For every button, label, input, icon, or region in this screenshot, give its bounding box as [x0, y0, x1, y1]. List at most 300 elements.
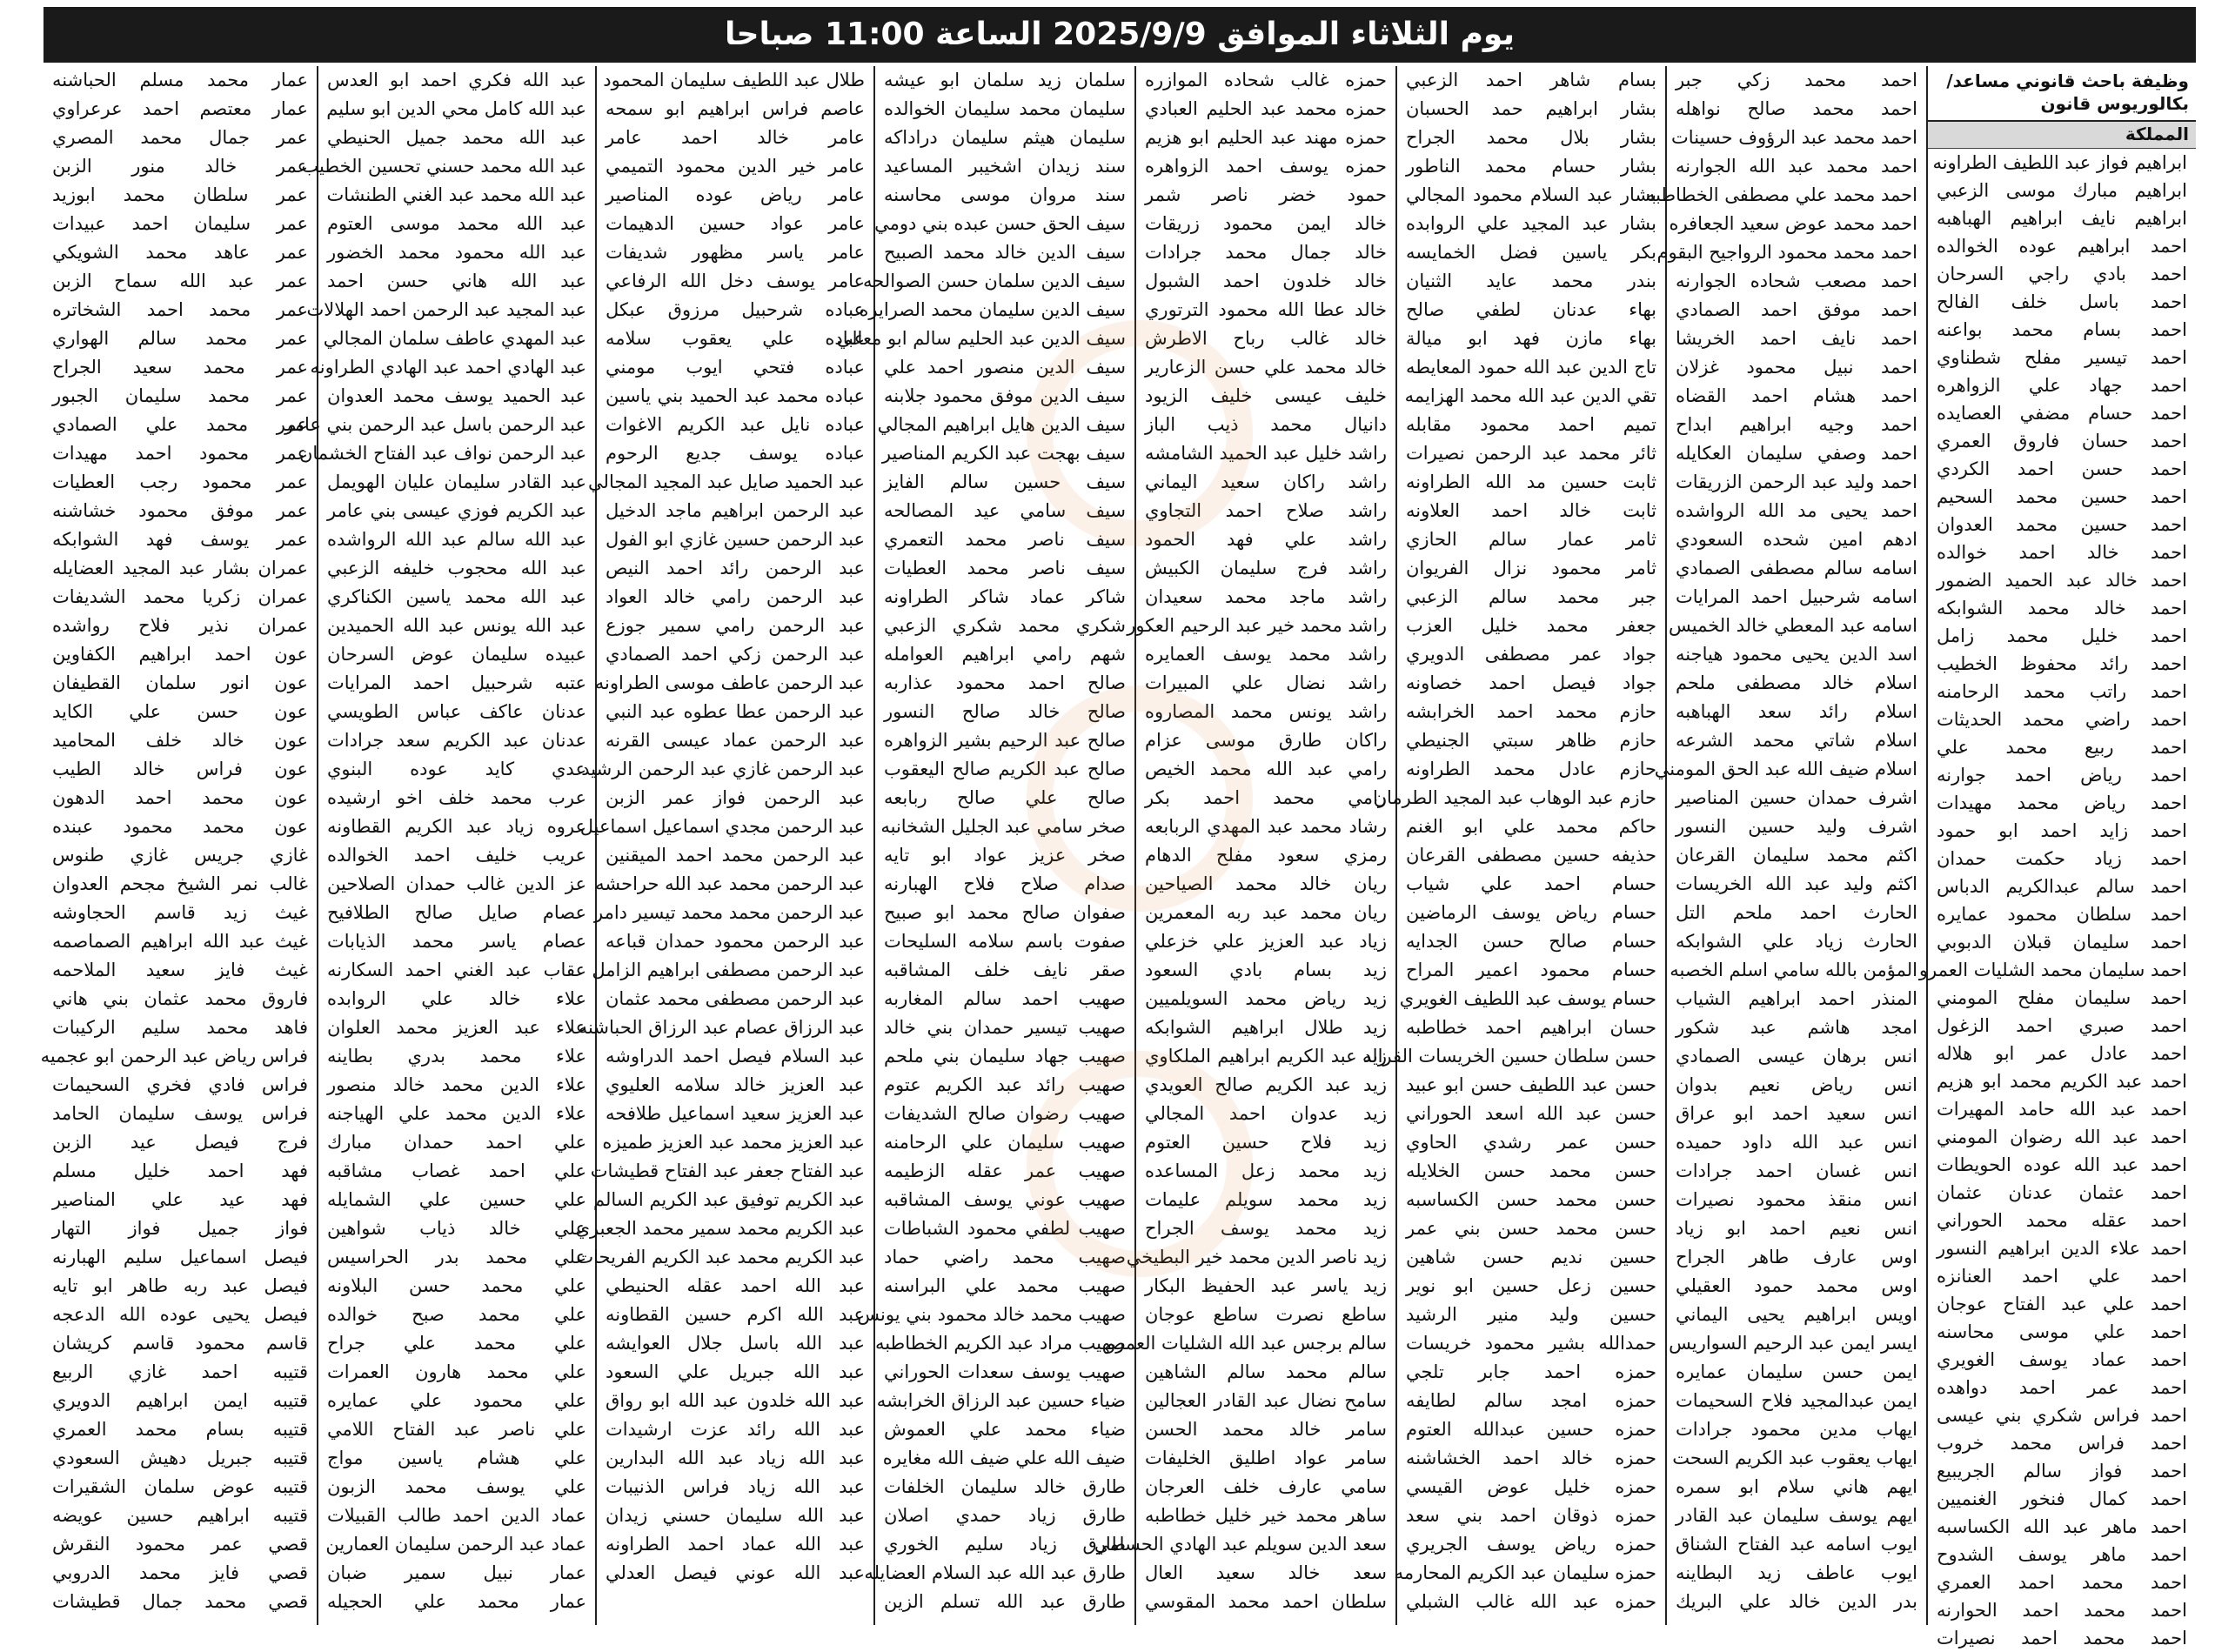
name-entry: سيف بهجت عبد الكريم المناصير [881, 443, 1126, 464]
name-entry: جواد فيصل احمد خصاونه [1406, 672, 1656, 693]
name-entry: علي ناصر عبد الفتاح اللامي [327, 1419, 586, 1440]
name-entry: بشار عبد السلام محمود المجالي [1406, 184, 1656, 205]
name-entry: سيف الدين سليمان محمد الصرايره [859, 299, 1126, 320]
name-entry: فرج فيصل عيد الزبن [52, 1132, 308, 1153]
name-entry: سيف الدين موفق محمود جلابنه [884, 385, 1126, 406]
name-entry: احمد وليد عبد الرحمن الزريقات [1676, 472, 1917, 492]
name-entry: ادهم امين شحده السعودي [1676, 529, 1917, 550]
name-entry: صهيب محمد خالد محمود بني يونس [857, 1304, 1126, 1325]
name-entry: غالب نمر الشيخ مجحم العدوان [52, 873, 308, 894]
name-entry: سليمان محمد سليمان الخوالده [884, 98, 1126, 119]
name-entry: جواد عمر مصطفى الدويري [1406, 644, 1656, 665]
name-entry: احمد سالم عبدالكريم الدباس [1937, 876, 2187, 897]
name-entry: صالح عبد الكريم صالح اليعقوب [884, 759, 1126, 779]
name-entry: احمد خالد احمد خوالده [1937, 542, 2187, 563]
name-entry: سعد الدين سويلم عبد الهادي الحسامي [1094, 1534, 1387, 1555]
name-entry: سالم برجس عبد الله الشليات العمرو [1107, 1333, 1387, 1354]
name-entry: راكان طارق موسى عزام [1145, 730, 1387, 751]
name-entry: فاهد محمد سليم الركيبات [52, 1017, 308, 1038]
name-entry: عون خالد خلف المحاميد [52, 730, 308, 751]
name-entry: راشد نضال علي المبيرات [1145, 672, 1387, 693]
name-entry: عقاب عبد الغني احمد السكارنه [327, 960, 586, 980]
name-entry: احمد محمد زكي جبر [1676, 70, 1917, 90]
name-entry: فراس رياض عبد الرحمن ابو عجميه [40, 1046, 308, 1067]
name-entry: طارق زياد سليم الخوري [884, 1534, 1126, 1555]
name-entry: صهيب عوني يوسف المشاقبه [884, 1189, 1126, 1210]
name-entry: سيف الدين سلمان حسن الصوالحه [862, 271, 1126, 291]
name-entry: اسلام رائد سعد الهباهبه [1676, 701, 1917, 722]
name-entry: علي محمود علي عمايره [327, 1390, 586, 1411]
name-entry: عبد الفتاح جعفر عبد الفتاح قطيشات [590, 1160, 865, 1181]
name-entry: عمر جمال محمد المصري [52, 127, 308, 148]
name-entry: عباده يوسف جديع الرحوم [606, 443, 865, 464]
name-entry: عبد الله محمد موسى العتوم [327, 213, 586, 234]
name-entry: احمد عبد الله حامد المهيرات [1937, 1099, 2187, 1120]
name-entry: صهيب محمد راضي حماد [884, 1247, 1126, 1267]
name-entry: صهيب رائد عبد الكريم عتوم [884, 1074, 1126, 1095]
name-entry: عمران نذير فلاح رواشده [52, 615, 308, 636]
name-entry: بكر ياسين فضل الخمايسه [1406, 242, 1656, 263]
name-entry: فيصل يحيى عوده الله الدعجه [52, 1304, 308, 1325]
name-entry: حسن عمر رشدي الحاوي [1406, 1132, 1656, 1153]
name-column-5 [836, 66, 1134, 1625]
name-entry: صقر نايف خلف المشاقبه [884, 960, 1126, 980]
name-entry: عمر محمود رجب العطيات [52, 472, 308, 492]
name-entry: حسين نديم حسن شاهين [1406, 1247, 1656, 1267]
name-entry: عبد الرحمن مصطفى محمد عثمان [606, 988, 865, 1009]
name-entry: عمر موفق محمود خشاشنه [52, 500, 308, 521]
name-entry: قصي محمد جمال قطيشات [52, 1591, 308, 1612]
name-entry: عماد الدين احمد طالب القبيلات [327, 1505, 586, 1526]
name-entry: عبد الله عوني فيصل العدلي [606, 1562, 865, 1583]
name-entry: احمد حسين محمد العدوان [1937, 514, 2187, 535]
name-entry: علاء خالد علي الروابده [327, 988, 586, 1009]
job-title: وظيفة باحث قانوني مساعد/ بكالوريوس قانون [1928, 66, 2196, 122]
name-entry: احمد عمر احمد دواهده [1937, 1377, 2187, 1398]
name-entry: عمر عاهد محمد الشويكي [52, 242, 308, 263]
name-entry: عمر سليمان احمد عبيدات [52, 213, 308, 234]
name-entry: حسام احمد علي شياب [1406, 873, 1656, 894]
name-entry: قتيبه عوض سلمان الشقيرات [52, 1476, 308, 1497]
name-entry: عرب محمد خلف اخو ارشيده [327, 787, 586, 808]
name-entry: رشاد محمد عبد المهدي الربابعه [1145, 816, 1387, 837]
name-entry: ثامر عمار سالم الحازي [1406, 529, 1656, 550]
name-entry: خالد جمال محمد جرادات [1145, 242, 1387, 263]
name-entry: عباده محمد عبد الحميد بني ياسين [606, 385, 865, 406]
name-entry: عبد الكريم محمد سمير محمد الجعبري [575, 1218, 865, 1239]
name-entry: عمار محمد علي الحجيله [327, 1591, 586, 1612]
name-entry: ريان خالد محمد الصياحين [1145, 873, 1387, 894]
name-entry: الحارث احمد ملحم التل [1676, 902, 1917, 923]
name-entry: اسلام خالد مصطفى ملحم [1676, 672, 1917, 693]
name-entry: قتيبه جبريل دهيش السعودي [52, 1448, 308, 1468]
name-list [1094, 66, 1395, 1616]
name-entry: احمد عبد الله عوده الحويطات [1937, 1154, 2187, 1175]
name-entry: عز الدين غالب حمدان الصلاحين [327, 873, 586, 894]
name-entry: عمار محمد مسلم الحباشنه [52, 70, 308, 90]
name-entry: اسامه عبد المعطي خالد الخميس [1668, 615, 1917, 636]
name-entry: احمد علي موسى محاسنه [1937, 1321, 2187, 1342]
name-entry: اويس ابراهيم يحيى اليماني [1676, 1304, 1917, 1325]
name-entry: عبد العزيز محمد عبد العزيز طميزه [602, 1132, 865, 1153]
name-entry: شهم رامي ابراهيم العوامله [884, 644, 1126, 665]
name-entry: عمار معتصم احمد عرعراوي [52, 98, 308, 119]
name-entry: عبد الله يونس عبد الله الحميدين [327, 615, 586, 636]
name-entry: سيف ناصر محمد التعمري [884, 529, 1126, 550]
name-entry: سامي عارف خلف العرجان [1145, 1476, 1387, 1497]
name-entry: احمد محمد محمود الرواجيح البقوم [1656, 242, 1917, 263]
name-entry: زيد عبد الكريم صالح العويدي [1145, 1074, 1387, 1095]
name-entry: احمد نايف احمد الخريشا [1676, 328, 1917, 349]
region-label: المملكة [1928, 122, 2196, 149]
name-entry: حمزه سليمان عبد الكريم المحارمه [1394, 1562, 1656, 1583]
name-entry: جعفر محمد خليل العزب [1406, 615, 1656, 636]
name-entry: عبد المهدي عاطف سلمان المجالي [323, 328, 586, 349]
name-entry: حسان ابراهيم احمد خطاطبه [1406, 1017, 1656, 1038]
name-entry: احمد تيسير مفلح شطناوي [1937, 347, 2187, 368]
name-entry: صهيب رضوان صالح الشديفات [884, 1103, 1126, 1124]
name-column-2 [1645, 66, 1926, 1625]
name-entry: عبد الرحمن رامي سمير جوزع [606, 615, 865, 636]
name-entry: احمد زايد احمد ابو حمود [1937, 820, 2187, 841]
name-entry: حمزه غالب شحاده الموازره [1145, 70, 1387, 90]
name-entry: رامي محمد احمد بكر [1145, 787, 1387, 808]
name-entry: عبد الله كامل محي الدين ابو سليم [326, 98, 586, 119]
name-entry: انس نعيم احمد ابو زياد [1676, 1218, 1917, 1239]
name-entry: ايهم هاني سلام ابو سمره [1676, 1476, 1917, 1497]
name-entry: طارق عبد الله عبد السلام العضايله [864, 1562, 1126, 1583]
name-entry: عمر محمد احمد الشخاتره [52, 299, 308, 320]
name-entry: اسلام شاتي محمد الشرعه [1676, 730, 1917, 751]
name-entry: حسن سلطان حسين الخريسات القراله [1362, 1046, 1656, 1067]
name-entry: احمد محمد احمد نصيرات [1937, 1628, 2187, 1649]
name-entry: عاصم فراس ابراهيم ابو سمحه [606, 98, 865, 119]
name-entry: اسد الدين يحيى محمود هياجنه [1676, 644, 1917, 665]
name-entry: احمد بسام محمد بواعنه [1937, 319, 2187, 340]
name-entry: ايهاب يعقوب عبد الكريم السحت [1672, 1448, 1917, 1468]
name-entry: قتيبه ايمن ابراهيم الدويري [52, 1390, 308, 1411]
name-entry: زيد ناصر الدين محمد خير البطيخي [1126, 1247, 1387, 1267]
name-entry: انس سعيد احمد ابو عراق [1676, 1103, 1917, 1124]
name-entry: احمد عبد الكريم محمد ابو هزيم [1937, 1071, 2187, 1092]
name-entry: علي احمد غصاب مشاقبه [327, 1160, 586, 1181]
name-entry: احمد بادي راجي السرحان [1937, 264, 2187, 284]
name-entry: طارق عبد الله تسلم الزين [884, 1591, 1126, 1612]
name-entry: علي هشام ياسين مواج [327, 1448, 586, 1468]
name-entry: عريب خليف احمد الخوالده [327, 845, 586, 866]
name-entry: صالح عبد الرحيم بشير الزواهره [884, 730, 1126, 751]
name-entry: عبد الله باسل جلال العوايشه [606, 1333, 865, 1354]
name-entry: ثامر محمود نزال الفريوان [1406, 558, 1656, 579]
name-entry: احمد صبري احمد الزغول [1937, 1015, 2187, 1036]
name-list [284, 66, 595, 1616]
name-entry: حسن عبد اللطيف حسن ابو عبيد [1406, 1074, 1656, 1095]
name-entry: عصام ياسر محمد الذيابات [327, 931, 586, 952]
name-entry: عبد الكريم توفيق عبد الكريم السالم [593, 1189, 865, 1210]
name-entry: عدنان عاكف عباس الطويسي [327, 701, 586, 722]
name-entry: احمد رياض محمد مهيدات [1937, 793, 2187, 813]
name-entry: عمر محمد علي الصمادي [52, 414, 308, 435]
name-entry: تقي الدين عبد الله محمد الهزايمه [1404, 385, 1656, 406]
name-entry: احمد حسام مضفي العصايده [1937, 403, 2187, 424]
name-entry: احمد راضي محمد الحديثات [1937, 709, 2187, 730]
name-entry: حسام صالح حسن الجدايه [1406, 931, 1656, 952]
name-entry: شكري محمد شكري الزعبي [884, 615, 1126, 636]
name-entry: زيد ياسر عبد الحفيظ البكار [1145, 1275, 1387, 1296]
name-entry: سامح نضال عبد القادر العجالين [1145, 1390, 1387, 1411]
name-entry: احمد محمد عبد الرؤوف حسينات [1671, 127, 1917, 148]
name-entry: احمد عادل عمر ابو هلاله [1937, 1043, 2187, 1064]
name-entry: ابراهيم فواز عبد اللطيف الطراونه [1932, 152, 2187, 173]
name-entry: بهاء عدنان لطفي صالح [1406, 299, 1656, 320]
name-entry: عمار نبيل سمير ضبان [327, 1562, 586, 1583]
name-entry: فهد احمد خليل مسلم [52, 1160, 308, 1181]
name-entry: احمد فراس محمد خروب [1937, 1433, 2187, 1454]
name-entry: صالح خالد صالح النسور [884, 701, 1126, 722]
name-entry: زيد طلال ابراهيم الشوابكه [1145, 1017, 1387, 1038]
name-entry: سليمان هيثم سليمان دراداكه [884, 127, 1126, 148]
name-entry: علاء الدين محمد خالد منصور [327, 1074, 586, 1095]
name-entry: حمزه مهند عبد الحليم ابو هزيم [1145, 127, 1387, 148]
name-entry: احمد وصفي سليمان العكايله [1676, 443, 1917, 464]
name-entry: ساهر محمد خير خليل خطاطبه [1145, 1505, 1387, 1526]
name-entry: صهيب عمر عقله الزطيمه [884, 1160, 1126, 1181]
name-entry: علي محمد صبح خوالده [327, 1304, 586, 1325]
name-column-7 [284, 66, 595, 1625]
name-entry: خالد عطا الله محمود الترتوري [1145, 299, 1387, 320]
name-entry: ريان محمد عبد ربه المعمرين [1145, 902, 1387, 923]
name-entry: فيصل اسماعيل سليم الهبارنه [52, 1247, 308, 1267]
name-entry: عمر محمد سالم الهواري [52, 328, 308, 349]
name-entry: سيف الدين خالد محمد الصبيح [884, 242, 1126, 263]
name-entry: احمد يحيى مد الله الرواشده [1676, 500, 1917, 521]
name-entry: صهيب احمد سالم المغاربه [884, 988, 1126, 1009]
name-entry: احمد خالد محمد الشوابكه [1937, 598, 2187, 619]
name-entry: عبد الله سليمان حسني زيدان [606, 1505, 865, 1526]
name-entry: عبد الله اكرم حسين القطاونه [606, 1304, 865, 1325]
name-entry: عامر خالد احمد عامر [606, 127, 865, 148]
name-entry: عبد الرحمن محمد احمد الميقنين [606, 845, 865, 866]
name-entry: صدام صلاح فلاح الهبارنه [884, 873, 1126, 894]
name-entry: احمد عقله محمد الحوراني [1937, 1210, 2187, 1231]
name-entry: بشار عبد المجيد علي الروابده [1406, 213, 1656, 234]
name-entry: عبد الله محمد جميل الحنيطي [327, 127, 586, 148]
name-entry: حسن عبد الله اسعد الحوراني [1406, 1103, 1656, 1124]
name-entry: سعد خالد سعيد العال [1145, 1562, 1387, 1583]
name-entry: حسام يوسف عبد اللطيف الغويري [1399, 988, 1656, 1009]
date-banner-text: يوم الثلاثاء الموافق 2025/9/9 الساعة 11:00 صباحا [724, 17, 1515, 52]
name-entry: احمد جهاد علي الزواهره [1937, 375, 2187, 396]
name-entry: احمد عبد الله رضوان المومني [1937, 1127, 2187, 1147]
name-entry: سيف الدين هايل ابراهيم المجالي [877, 414, 1126, 435]
name-entry: ايهم يوسف سليمان عبد القادر [1676, 1505, 1917, 1526]
name-entry: ضيف الله علي ضيف الله مغايره [882, 1448, 1126, 1468]
name-entry: الحارث زياد علي الشوابكه [1676, 931, 1917, 952]
name-entry: قصي عمر محمود النقرش [52, 1534, 308, 1555]
name-entry: عامر خير الدين محمود التميمي [606, 156, 865, 177]
name-entry: ثابت حسين مد الله الطراونه [1406, 472, 1656, 492]
name-entry: احمد رائد محفوظ الخطيب [1937, 653, 2187, 674]
name-entry: علاء محمد بدري بطاينه [327, 1046, 586, 1067]
name-list [836, 66, 1134, 1616]
name-entry: عمر خالد منور الزبن [52, 156, 308, 177]
name-entry: اشرف حمدان حسين المناصير [1676, 787, 1917, 808]
name-entry: احمد راتب محمد الرحامنه [1937, 681, 2187, 702]
name-entry: عروه زياد عبد الكريم القطاونه [327, 816, 586, 837]
name-entry: اوس عارف طاهر الجراح [1676, 1247, 1917, 1267]
name-entry: عبد الرحمن حسين غازي ابو الفول [606, 529, 865, 550]
name-entry: عمر محمد سعيد الجراح [52, 357, 308, 378]
name-entry: عبد الرحمن فواز عمر الزبن [606, 787, 865, 808]
name-entry: اشرف وليد حسين النسور [1676, 816, 1917, 837]
name-entry: صخر سامي عبد الجليل الشخانبه [880, 816, 1126, 837]
name-entry: انس منقذ محمود نصيرات [1676, 1189, 1917, 1210]
name-entry: سيف الدين منصور احمد علي [884, 357, 1126, 378]
name-entry: حسن محمد حسن الخلايله [1406, 1160, 1656, 1181]
name-entry: زيد محمد زعل المساعده [1145, 1160, 1387, 1181]
name-entry: احمد محمد احمد العمري [1937, 1572, 2187, 1593]
name-entry: صهيب محمد علي البراسنه [884, 1275, 1126, 1296]
name-entry: المنذر احمد ابراهيم الشياب [1676, 988, 1917, 1009]
name-entry: شاكر عماد شاكر الطراونه [884, 586, 1126, 607]
name-entry: اسامه شرحبيل احمد المرايات [1676, 586, 1917, 607]
name-entry: احمد عماد يوسف الغويري [1937, 1349, 2187, 1370]
name-entry: عبد الله محمد عبد الغني الطنشات [326, 184, 586, 205]
name-entry: عبد الله زياد فراس الذنيبات [606, 1476, 865, 1497]
name-entry: عمر محمود احمد مهيدات [52, 443, 308, 464]
name-entry: جبر محمد سالم الزعبي [1406, 586, 1656, 607]
name-entry: عمران بشار عبد المجيد العضايله [52, 558, 308, 579]
name-entry: عبد الرحمن مجدي اسماعيل اسماعيل [579, 816, 865, 837]
name-entry: صهيب سليمان علي الرحامنه [884, 1132, 1126, 1153]
name-entry: سند مروان موسى محاسنه [884, 184, 1126, 205]
name-entry: احمد رياض احمد جوارنه [1937, 765, 2187, 786]
name-column-6 [575, 66, 873, 1625]
name-entry: حمزه محمد عبد الحليم العبادي [1145, 98, 1387, 119]
name-entry: ابراهيم نايف ابراهيم الهباهبه [1937, 208, 2187, 229]
name-entry: حسام رياض يوسف الرماضين [1406, 902, 1656, 923]
name-entry: بهاء مازن فهد ابو ميالة [1406, 328, 1656, 349]
name-entry: غيث زيد قاسم الحجاوشه [52, 902, 308, 923]
name-entry: عبد الله محمد حسني تحسين الخطيب [301, 156, 586, 177]
name-entry: عامر رياض عوده المناصير [606, 184, 865, 205]
name-entry: عبد الرحمن نواف عبد الفتاح الخشمان [298, 443, 586, 464]
name-entry: احمد كمال فنخور الغنميين [1937, 1488, 2187, 1509]
name-entry: احمد هشام احمد القضاه [1676, 385, 1917, 406]
name-entry: زيد عدوان احمد المجالي [1145, 1103, 1387, 1124]
name-entry: عون محمد احمد الدهون [52, 787, 308, 808]
name-entry: احمد خالد عبد الحميد الضمور [1937, 570, 2187, 591]
name-entry: احمد محمد احمد الحوارنه [1937, 1600, 2187, 1621]
name-entry: عون محمد محمود عبنده [52, 816, 308, 837]
name-entry: ايمن عبدالمجيد فلاح السحيمات [1676, 1390, 1917, 1411]
name-entry: عون انور سلمان القطيفان [52, 672, 308, 693]
name-entry: عماد عبد الرحمن سليمان العمارين [325, 1534, 586, 1555]
name-entry: حسين وليد منير الرشيد [1406, 1304, 1656, 1325]
name-entry: عباده نايل عبد الكريم الاغوات [606, 414, 865, 435]
name-entry: احمد وجيه ابراهيم ابداح [1676, 414, 1917, 435]
name-entry: احمد سليمان محمد الشليات العمرو [1918, 960, 2187, 980]
name-entry: احمد حسن احمد الكردي [1937, 458, 2187, 479]
name-entry: عباده فتحي ايوب مومني [606, 357, 865, 378]
name-entry: عبد الرحمن عاطف موسى الطراونه [594, 672, 865, 693]
name-entry: عباده علي يعقوب سلامه [606, 328, 865, 349]
name-entry: احمد فراس شكري بني عيسى [1937, 1405, 2187, 1426]
name-entry: عبد الرحمن عماد عيسى القرنه [606, 730, 865, 751]
name-entry: عبد الله محمود محمد الخضور [327, 242, 586, 263]
name-entry: خالد خلدون احمد الشبول [1145, 271, 1387, 291]
name-entry: طارق خالد سليمان الخلفات [884, 1476, 1126, 1497]
name-entry: صهيب مراد عبد الكريم الخطاطبه [874, 1333, 1126, 1354]
name-entry: ساطع نصرت ساطع عوجان [1145, 1304, 1387, 1325]
name-entry: عبد الله زياد عبد الله البدارين [606, 1448, 865, 1468]
name-entry: بسام شاهر احمد الزعبي [1406, 70, 1656, 90]
name-entry: عون احمد ابراهيم الكفاوين [52, 644, 308, 665]
name-entry: غازي جريس غازي طنوس [52, 845, 308, 866]
name-entry: احمد محمد علي مصطفى الخطاطبه [1645, 184, 1917, 205]
name-entry: احمد مصعب شحاده الجوارنه [1676, 271, 1917, 291]
name-list [575, 66, 873, 1588]
name-entry: عبد الكريم محمد عبد الكريم الفريحات [576, 1247, 865, 1267]
name-entry: حمزه رياض يوسف الجريري [1406, 1534, 1656, 1555]
name-entry: راشد ماجد محمد سعيدان [1145, 586, 1387, 607]
name-entry: عبد الله فكري احمد ابو العدس [327, 70, 586, 90]
name-column-1 [1918, 66, 2196, 1649]
name-entry: صهيب جهاد سليمان بني ملحم [884, 1046, 1126, 1067]
name-entry: ابراهيم مبارك موسى الزعبي [1937, 180, 2187, 201]
name-entry: عبد الرحمن محمد عبد الله حراحشه [595, 873, 865, 894]
name-entry: صالح احمد محمود عذاربه [884, 672, 1126, 693]
name-entry: عبد الحميد يوسف محمد العدوان [327, 385, 586, 406]
name-entry: علي محمد علي جراح [327, 1333, 586, 1354]
name-entry: عبد الله محمد ياسين الكناكري [327, 586, 586, 607]
name-entry: حمزه عبد الله غالب الشبلي [1406, 1591, 1656, 1612]
name-entry: قتيبه بسام محمد العمري [52, 1419, 308, 1440]
name-entry: عبد الله محجوب خليفه الزعبي [327, 558, 586, 579]
name-entry: ايوب عاطف زيد البطاينه [1676, 1562, 1917, 1583]
name-entry: حازم محمد احمد الخرابشه [1406, 701, 1656, 722]
name-entry: غيث فايز سعيد الملاحمه [52, 960, 308, 980]
name-entry: حمزه خالد احمد الخشاشنه [1406, 1448, 1656, 1468]
name-entry: اسلام ضيف الله عبد الحق المومني [1654, 759, 1917, 779]
name-entry: عمر محمد سليمان الجبور [52, 385, 308, 406]
name-entry: سند زيدان اشخيبر المساعيد [884, 156, 1126, 177]
name-entry: قصي فايز محمد الدروبي [52, 1562, 308, 1583]
name-entry: احمد عثمان عدنان عثمان [1937, 1182, 2187, 1203]
name-entry: بشار ابراهيم حمد الحسبان [1406, 98, 1656, 119]
name-entry: عبيده سليمان عوض السرحان [327, 644, 586, 665]
name-entry: حمدالله بشير محمود خريسات [1406, 1333, 1656, 1354]
name-entry: حمزه امجد سالم لطايفه [1406, 1390, 1656, 1411]
name-entry: فهد عيد علي المناصير [52, 1189, 308, 1210]
name-entry: عبد الرحمن مصطفى ابراهيم الزامل [592, 960, 865, 980]
name-entry: بندر محمد عايد الثنيان [1406, 271, 1656, 291]
name-entry: راشد راكان سعيد اليماني [1145, 472, 1387, 492]
name-entry: طلال عبد اللطيف سليمان المحمود [603, 70, 865, 90]
name-entry: راشد محمد خير عبد الرحيم العكور [1127, 615, 1387, 636]
name-entry: حازم ظاهر سبتي الجنيطي [1406, 730, 1656, 751]
name-entry: راشد فرج سليمان الكبيش [1145, 558, 1387, 579]
name-entry: عبد الهادي احمد عبد الهادي الطراونه [310, 357, 586, 378]
name-entry: عبد الله سالم عبد الله الرواشده [327, 529, 586, 550]
name-entry: انس غسان احمد جرادات [1676, 1160, 1917, 1181]
name-entry: فراس يوسف سليمان الحامد [52, 1103, 308, 1124]
name-entry: علي يوسف محمد الزبون [327, 1476, 586, 1497]
name-entry: سلمان زيد سلمان ابو عيشه [884, 70, 1126, 90]
name-entry: خالد غالب رباح الاطرش [1145, 328, 1387, 349]
name-entry: زيد بسام بادي السعود [1145, 960, 1387, 980]
name-entry: زيد فلاح حسين العتوم [1145, 1132, 1387, 1153]
